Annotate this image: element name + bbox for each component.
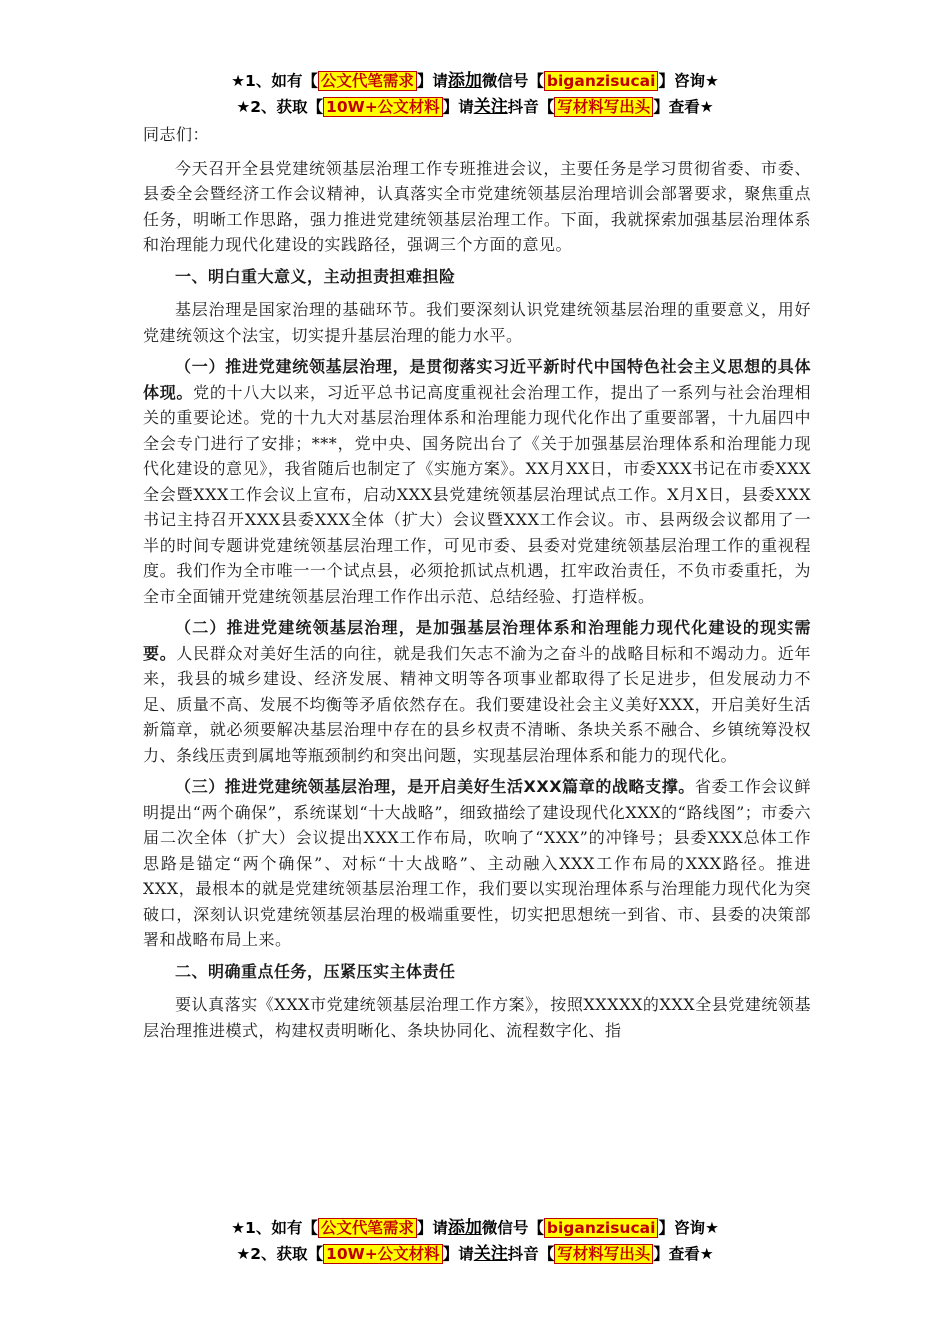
- highlight-badge: 10W+公文材料: [323, 97, 443, 117]
- intro-paragraph: 今天召开全县党建统领基层治理工作专班推进会议，主要任务是学习贯彻省委、市委、县委全会暨经济工作会议精神，认真落实全市党建统领基层治理培训会部署要求，聚焦重点任务，明晰工作思路，强力推进党建统领基层治理工作。下面，我就探索加强基层治理体系和治理能力现代化建设的实践路径，强调三个方面的意见。: [143, 158, 811, 254]
- banner-text: 】请: [442, 98, 474, 116]
- banner-text: ★1、如有【: [231, 72, 318, 90]
- subsection-text: 人民群众对美好生活的向往，就是我们矢志不渝为之奋斗的战略目标和不竭动力。近年来，我县的城乡建设、经济发展、精神文明等各项事业都取得了长足进步，但发展动力不足、质量不高、发展不均衡等矛盾依然存在。我们要建设社会主义美好XXX，开启美好生活新篇章，就必须要解决基层治理中存在的县乡权责不清晰、条块关系不融合、乡镇统筹没权力、条线压责到属地等瓶颈制约和突出问题，实现基层治理体系和能力的现代化。: [143, 643, 811, 765]
- banner-text: ★2、获取【: [236, 98, 324, 116]
- banner-text: 】请: [416, 72, 448, 90]
- banner-text: 】查看★: [653, 1245, 714, 1263]
- subsection-text: 省委工作会议鲜明提出“两个确保”，系统谋划“十大战略”，细致描绘了建设现代化XXX的“路线图”；市委六届二次全体（扩大）会议提出XXX工作布局，吹响了“XXX”的冲锋号；县委XXX总体工作思路是锚定“两个确保”、对标“十大战略”、主动融入XXX工作布局的XXX路径。推进XXX，最根本的就是党建统领基层治理工作，我们要以实现治理体系与治理能力现代化为突破口，深刻认识党建统领基层治理的极端重要性，切实把思想统一到省、市、县委的决策部署和战略布局上来。: [143, 777, 811, 949]
- subsection-3: [143, 774, 811, 953]
- banner-text: 】咨询★: [658, 1219, 719, 1237]
- banner-text: 微信号【: [481, 1219, 544, 1237]
- banner-text: ★1、如有【: [231, 1219, 318, 1237]
- banner-text: 】请: [416, 1219, 448, 1237]
- header-banner: [0, 68, 950, 120]
- banner-text: 抖音【: [507, 98, 555, 116]
- paragraph: 要认真落实《XXX市党建统领基层治理工作方案》，按照XXXXX的XXX全县党建统领基层治理推进模式，构建权责明晰化、条块协同化、流程数字化、指: [143, 995, 811, 1040]
- highlight-badge: biganzisucai: [544, 1218, 659, 1238]
- subsection-title: （三）推进党建统领基层治理，是开启美好生活XXX篇章的战略支撑。: [175, 777, 695, 796]
- banner-line-1: [0, 68, 950, 94]
- banner-line-2: [0, 1241, 950, 1267]
- subsection-2: [143, 615, 811, 768]
- underlined-text: 添加: [447, 71, 482, 91]
- highlight-badge: 公文代笔需求: [318, 71, 417, 91]
- subsection-1: [143, 354, 811, 609]
- document-body: [143, 122, 811, 1049]
- highlight-badge: 10W+公文材料: [323, 1244, 443, 1264]
- subsection-text: 党的十八大以来，习近平总书记高度重视社会治理工作，提出了一系列与社会治理相关的重要论述。党的十九大对基层治理体系和治理能力现代化作出了重要部署，十九届四中全会专门进行了安排；***，党中央、国务院出台了《关于加强基层治理体系和治理能力现代化建设的意见》，我省随后也制定了《实施方案》。XX月XX日，市委XXX书记在市委XXX全会暨XXX工作会议上宣布，启动XXX县党建统领基层治理试点工作。X月X日，县委XXX书记主持召开XXX县委XXX全体（扩大）会议暨XXX工作会议。市、县两级会议都用了一半的时间专题讲党建统领基层治理工作，可见市委、县委对党建统领基层治理工作的重视程度。我们作为全市唯一一个试点县，必须抢抓试点机遇，扛牢政治责任，不负市委重托，为全市全面铺开党建统领基层治理工作作出示范、总结经验、打造样板。: [143, 382, 811, 606]
- banner-text: 抖音【: [507, 1245, 555, 1263]
- highlight-badge: biganzisucai: [544, 71, 659, 91]
- underlined-text: 添加: [447, 1218, 482, 1238]
- subsection-title: （一）推进党建统领基层治理，是贯彻落实习近平新时代中国特色社会主义思想的具体体现。: [143, 357, 811, 402]
- highlight-badge: 公文代笔需求: [318, 1218, 417, 1238]
- banner-text: 】查看★: [653, 98, 714, 116]
- underlined-text: 关注: [473, 97, 508, 117]
- underlined-text: 关注: [473, 1244, 508, 1264]
- highlight-badge: 写材料写出头: [554, 1244, 653, 1264]
- subsection-title: （二）推进党建统领基层治理，是加强基层治理体系和治理能力现代化建设的现实需要。: [143, 618, 811, 663]
- banner-line-1: [0, 1215, 950, 1241]
- banner-text: 】咨询★: [658, 72, 719, 90]
- section-heading-1: 一、明白重大意义，主动担责担难担险: [175, 266, 456, 286]
- paragraph: 基层治理是国家治理的基础环节。我们要深刻认识党建统领基层治理的重要意义，用好党建统领这个法宝，切实提升基层治理的能力水平。: [143, 300, 811, 345]
- banner-line-2: [0, 94, 950, 120]
- salutation: 同志们：: [143, 125, 210, 144]
- highlight-badge: 写材料写出头: [554, 97, 653, 117]
- footer-banner: [0, 1215, 950, 1267]
- section-heading-2: 二、明确重点任务，压紧压实主体责任: [175, 961, 456, 981]
- banner-text: 微信号【: [481, 72, 544, 90]
- banner-text: 】请: [442, 1245, 474, 1263]
- banner-text: ★2、获取【: [236, 1245, 324, 1263]
